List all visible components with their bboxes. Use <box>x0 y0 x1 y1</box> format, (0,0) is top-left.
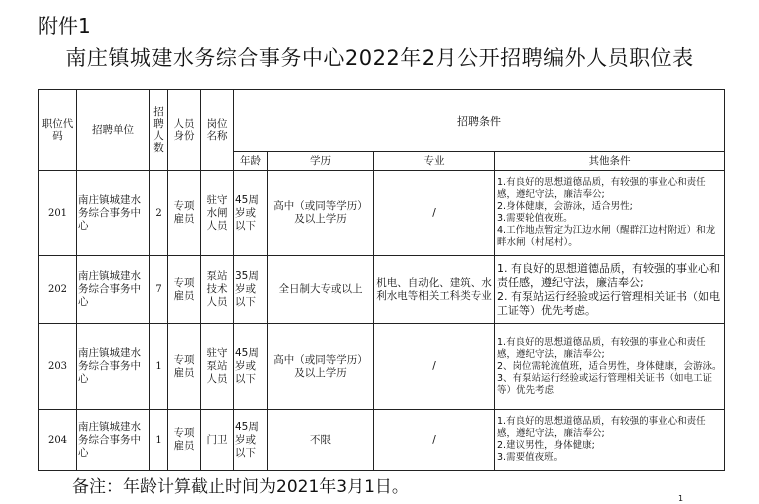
condition-line: 2. 有泵站运行经验或运行管理相关证书（如电工证等）优先考虑。 <box>497 289 720 317</box>
position-code: 203 <box>39 324 77 410</box>
education-requirement: 不限 <box>268 410 374 471</box>
table-row <box>39 410 725 471</box>
other-conditions <box>495 410 725 471</box>
age-requirement: 45周岁或以下 <box>234 324 268 410</box>
condition-line: 3、有泵站运行经验或运行管理相关证书（如电工证等）优先考虑 <box>497 372 713 396</box>
major-requirement: / <box>374 324 495 410</box>
header-conditions: 招聘条件 <box>234 90 725 152</box>
personnel-identity: 专项雇员 <box>168 256 201 324</box>
condition-line: 3.需要值夜班。 <box>497 452 564 463</box>
table-row <box>39 256 725 324</box>
condition-line: 2.建议男性，身体健康; <box>497 440 595 451</box>
position-name: 驻守泵站人员 <box>201 324 234 410</box>
table-row <box>39 171 725 256</box>
header-age: 年龄 <box>234 152 268 171</box>
other-conditions <box>495 256 725 324</box>
condition-line: 1.有良好的思想道德品质，有较强的事业心和责任感，遵纪守法，廉洁奉公; <box>497 336 706 360</box>
age-requirement: 45周岁或以下 <box>234 171 268 256</box>
position-name: 门卫 <box>201 410 234 471</box>
major-requirement: 机电、自动化、建筑、水利水电等相关工科类专业 <box>374 256 495 324</box>
education-requirement: 高中（或同等学历）及以上学历 <box>268 324 374 410</box>
page-number: 1 <box>678 494 684 503</box>
hiring-count: 1 <box>150 324 168 410</box>
page-title: 南庄镇城建水务综合事务中心2022年2月公开招聘编外人员职位表 <box>65 46 694 70</box>
condition-line: 4.工作地点暂定为江边水闸（醒群江边村附近）和龙畔水闸（村尾村）。 <box>497 225 716 248</box>
position-code: 202 <box>39 256 77 324</box>
hiring-unit: 南庄镇城建水务综合事务中心 <box>77 410 150 471</box>
header-other: 其他条件 <box>495 152 725 171</box>
position-code: 201 <box>39 171 77 256</box>
position-name: 驻守水闸人员 <box>201 171 234 256</box>
education-requirement: 全日制大专或以上 <box>268 256 374 324</box>
hiring-count: 7 <box>150 256 168 324</box>
condition-line: 1.有良好的思想道德品质，有较强的事业心和责任感，遵纪守法，廉洁奉公; <box>497 177 706 200</box>
header-code: 职位代码 <box>39 90 77 171</box>
hiring-count: 2 <box>150 171 168 256</box>
condition-line: 1. 有良好的思想道德品质，有较强的事业心和责任感，遵纪守法，廉洁奉公; <box>497 261 720 289</box>
education-requirement: 高中（或同等学历）及以上学历 <box>268 171 374 256</box>
hiring-unit: 南庄镇城建水务综合事务中心 <box>77 324 150 410</box>
header-position: 岗位名称 <box>201 90 234 171</box>
position-code: 204 <box>39 410 77 471</box>
major-requirement: / <box>374 171 495 256</box>
condition-line: 3.需要轮值夜班。 <box>497 213 573 224</box>
personnel-identity: 专项雇员 <box>168 324 201 410</box>
header-count: 招聘人数 <box>150 90 168 171</box>
other-conditions <box>495 324 725 410</box>
condition-line: 1.有良好的思想道德品质，有较强的事业心和责任感，遵纪守法，廉洁奉公; <box>497 416 706 439</box>
condition-line: 2、岗位需轮流值班，适合男性，身体健康，会游泳。 <box>497 360 722 372</box>
major-requirement: / <box>374 410 495 471</box>
age-requirement: 35周岁或以下 <box>234 256 268 324</box>
positions-table <box>38 89 725 471</box>
age-requirement: 45周岁或以下 <box>234 410 268 471</box>
personnel-identity: 专项雇员 <box>168 410 201 471</box>
hiring-count: 1 <box>150 410 168 471</box>
condition-line: 2.身体健康，会游泳，适合男性; <box>497 201 633 212</box>
table-row <box>39 324 725 410</box>
header-identity: 人员身份 <box>168 90 201 171</box>
footnote: 备注：年龄计算截止时间为2021年3月1日。 <box>72 477 409 497</box>
other-conditions <box>495 171 725 256</box>
personnel-identity: 专项雇员 <box>168 171 201 256</box>
header-unit: 招聘单位 <box>77 90 150 171</box>
header-education: 学历 <box>268 152 374 171</box>
attachment-label: 附件1 <box>38 14 91 38</box>
header-major: 专业 <box>374 152 495 171</box>
hiring-unit: 南庄镇城建水务综合事务中心 <box>77 256 150 324</box>
position-name: 泵站技术人员 <box>201 256 234 324</box>
hiring-unit: 南庄镇城建水务综合事务中心 <box>77 171 150 256</box>
header-row-1 <box>39 90 725 152</box>
